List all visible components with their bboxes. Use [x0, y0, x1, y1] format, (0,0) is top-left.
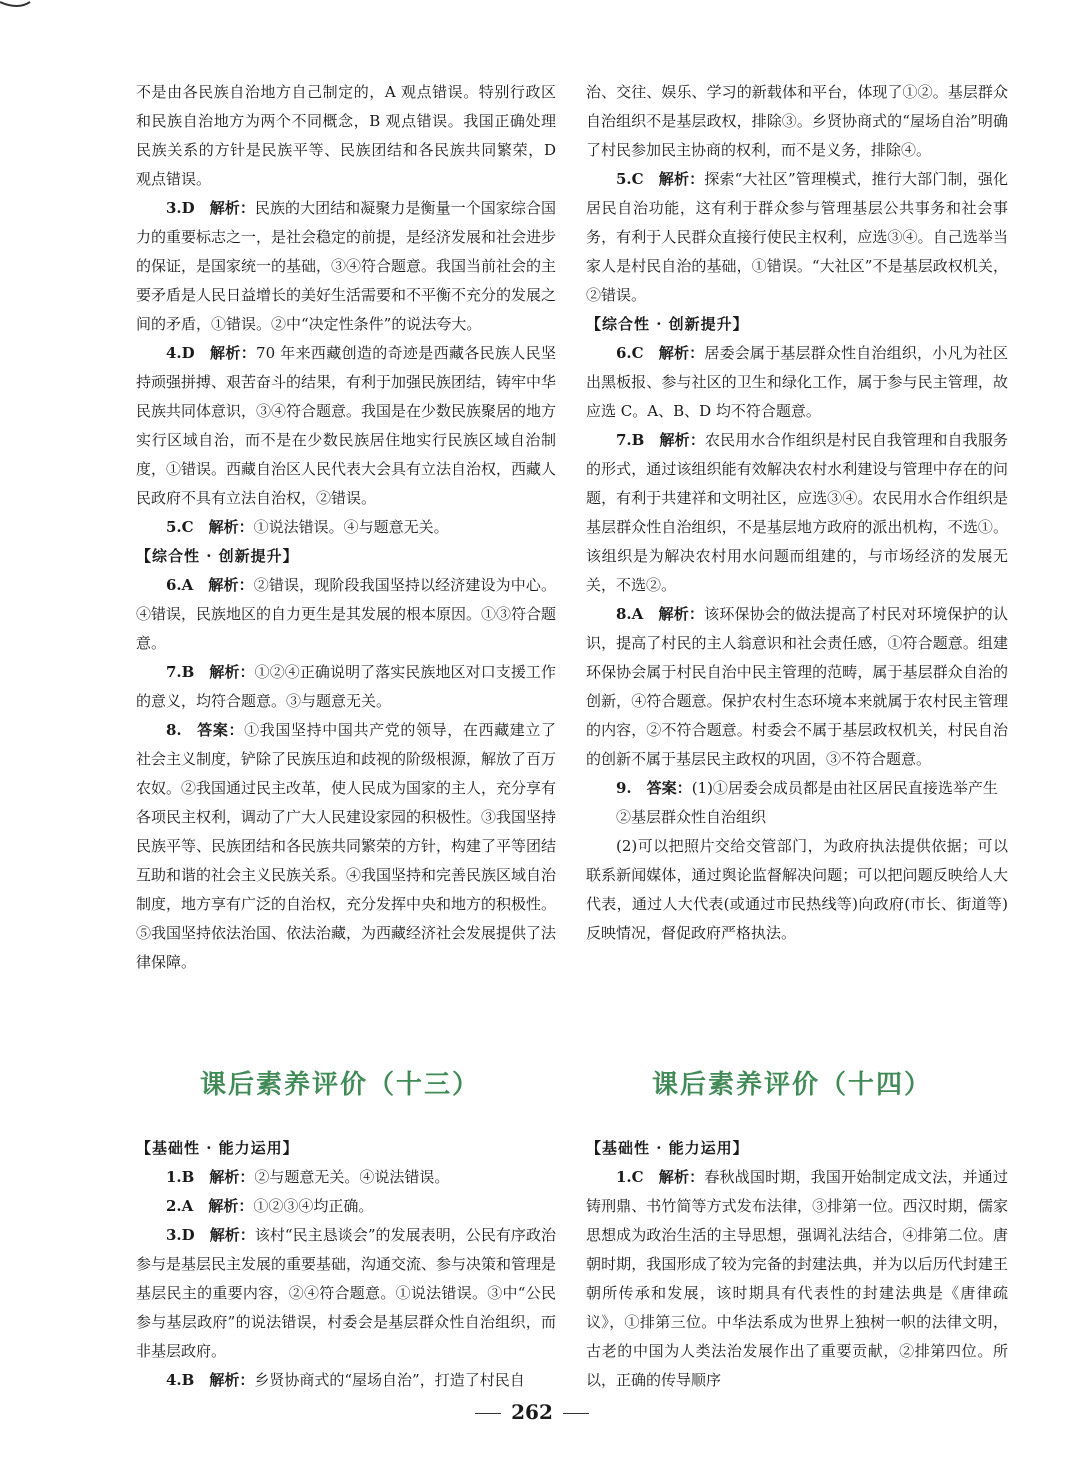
page-number-dash-right	[563, 1413, 589, 1414]
section-title-13: 课后素养评价（十三）	[199, 1070, 480, 1100]
answer-number: 8.A	[616, 605, 644, 623]
answer-label: 解析：	[209, 1371, 255, 1389]
answer-number: 6.C	[616, 344, 644, 362]
answer-item	[136, 1163, 556, 1192]
answer-label: 解析：	[659, 431, 705, 449]
answer-text: ①②③④均正确。	[253, 1197, 374, 1215]
answer-number: 7.B	[616, 431, 645, 449]
answer-item	[586, 339, 1008, 426]
answer-item	[586, 426, 1008, 600]
answer-text: 探索“大社区”管理模式，推行大部门制，强化居民自治功能，这有利于群众参与管理基层公共事务和社会事务，有利于人民群众直接行使民主权利，应选③④。自己选举当家人是村民自治的基础，①错误。“大社区”不是基层政权机关，②错误。	[586, 170, 1008, 304]
answer-number: 4.B	[166, 1371, 195, 1389]
answer-number: 5.C	[616, 170, 644, 188]
answer-number: 6.A	[166, 576, 194, 594]
section-heading: 【综合性 · 创新提升】	[586, 315, 749, 333]
answer-text: ②错误，现阶段我国坚持以经济建设为中心。④错误，民族地区的自力更生是其发展的根本原因。①③符合题意。	[136, 576, 557, 652]
answer-label: 解析：	[209, 199, 255, 217]
answer-number: 8.	[166, 721, 182, 739]
corner-decoration	[0, 0, 70, 14]
answer-label: 解析：	[208, 1197, 254, 1215]
answer-label: 解析：	[208, 518, 254, 536]
answer-item	[136, 1221, 556, 1366]
answer-number: 7.B	[166, 663, 195, 681]
answer-text: 70 年来西藏创造的奇迹是西藏各民族人民坚持顽强拼搏、艰苦奋斗的结果，有利于加强民族团结，铸牢中华民族共同体意识，③④符合题意。我国是在少数民族聚居的地方实行区域自治，而不是在少数民族居住地实行民族区域自治制度，①错误。西藏自治区人民代表大会具有立法自治权，西藏人民政府不具有立法自治权，②错误。	[136, 344, 557, 507]
answer-number: 5.C	[166, 518, 194, 536]
answer-label: 解析：	[209, 663, 255, 681]
answer-item	[136, 194, 556, 339]
paragraph: 治、交往、娱乐、学习的新载体和平台，体现了①②。基层群众自治组织不是基层政权，排除③。乡贤协商式的“屋场自治”明确了村民参加民主协商的权利，而不是义务，排除④。	[586, 83, 1008, 159]
right-column-bottom	[586, 1134, 1008, 1395]
answer-label: 解析：	[208, 576, 254, 594]
answer-label: 解析：	[658, 344, 705, 362]
answer-number: 2.A	[166, 1197, 194, 1215]
page-number-dash-left	[475, 1413, 501, 1414]
answer-item	[136, 1366, 556, 1395]
answer-label: 答案：	[196, 721, 245, 739]
answer-label: 解析：	[658, 605, 705, 623]
answer-label: 解析：	[209, 344, 257, 362]
answer-item	[586, 165, 1008, 310]
answer-number: 1.B	[166, 1168, 195, 1186]
left-column-bottom	[136, 1134, 556, 1395]
answer-item	[136, 513, 556, 542]
answer-label: 解析：	[658, 1168, 705, 1186]
answer-item	[586, 774, 1008, 803]
section-heading: 【基础性 · 能力运用】	[586, 1139, 749, 1157]
answer-number: 4.D	[166, 344, 195, 362]
answer-number: 9.	[616, 779, 632, 797]
section-title-14: 课后素养评价（十四）	[651, 1070, 932, 1100]
answer-item	[136, 571, 556, 658]
right-column-top	[586, 78, 1008, 948]
paragraph: ②基层群众性自治组织	[616, 808, 767, 826]
page-number	[452, 1400, 612, 1424]
answer-text: 该村“民主恳谈会”的发展表明，公民有序政治参与是基层民主发展的重要基础，沟通交流、参与决策和管理是基层民主的重要内容，②④符合题意。①说法错误。③中“公民参与基层政府”的说法错误，村委会是基层群众性自治组织，而非基层政府。	[136, 1226, 557, 1360]
paragraph: 不是由各民族自治地方自己制定的，A 观点错误。特别行政区和民族自治地方为两个不同概念，B 观点错误。我国正确处理民族关系的方针是民族平等、民族团结和各民族共同繁荣，D 观点错误。	[136, 83, 556, 188]
answer-item	[136, 339, 556, 513]
answer-text: ①我国坚持中国共产党的领导，在西藏建立了社会主义制度，铲除了民族压迫和歧视的阶级根源，解放了百万农奴。②我国通过民主改革，使人民成为国家的主人，充分享有各项民主权利，调动了广大人民建设家园的积极性。③我国坚持民族平等、民族团结和各民族共同繁荣的方针，构建了平等团结互助和谐的社会主义民族关系。④我国坚持和完善民族区域自治制度，地方享有广泛的自治权，充分发挥中央和地方的积极性。⑤我国坚持依法治国、依法治藏，为西藏经济社会发展提供了法律保障。	[136, 721, 557, 971]
answer-text: 民族的大团结和凝聚力是衡量一个国家综合国力的重要标志之一，是社会稳定的前提，是经济发展和社会进步的保证，是国家统一的基础，③④符合题意。我国当前社会的主要矛盾是人民日益增长的美好生活需要和不平衡不充分的发展之间的矛盾，①错误。②中“决定性条件”的说法夸大。	[136, 199, 557, 333]
answer-label: 解析：	[209, 1226, 255, 1244]
section-heading: 【基础性 · 能力运用】	[136, 1139, 299, 1157]
answer-text: ①说法错误。④与题意无关。	[253, 518, 449, 536]
answer-item	[586, 1163, 1008, 1395]
paragraph: (2)可以把照片交给交管部门，为政府执法提供依据；可以联系新闻媒体，通过舆论监督解决问题；可以把问题反映给人大代表，通过人大代表(或通过市民热线等)向政府(市长、街道等)反映情况，督促政府严格执法。	[586, 837, 1008, 942]
answer-label: 解析：	[658, 170, 705, 188]
answer-text: 居委会属于基层群众性自治组织，小凡为社区出黑板报、参与社区的卫生和绿化工作，属于参与民主管理，故应选 C。A、B、D 均不符合题意。	[586, 344, 1008, 420]
answer-text: 农民用水合作组织是村民自我管理和自我服务的形式，通过该组织能有效解决农村水利建设与管理中存在的问题，有利于共建祥和文明社区，应选③④。农民用水合作组织是基层群众性自治组织，不是基层地方政府的派出机构，不选①。该组织是为解决农村用水问题而组建的，与市场经济的发展无关，不选②。	[586, 431, 1008, 594]
answer-item	[136, 658, 556, 716]
page-number-value: 262	[511, 1400, 553, 1424]
answer-number: 3.D	[166, 1226, 195, 1244]
section-heading: 【综合性 · 创新提升】	[136, 547, 299, 565]
answer-item	[136, 1192, 556, 1221]
answer-text: 乡贤协商式的“屋场自治”，打造了村民自	[254, 1371, 525, 1389]
answer-item	[586, 600, 1008, 774]
answer-text: ①②④正确说明了落实民族地区对口支援工作的意义，均符合题意。③与题意无关。	[136, 663, 556, 710]
answer-text: 该环保协会的做法提高了村民对环境保护的认识，提高了村民的主人翁意识和社会责任感，①符合题意。组建环保协会属于村民自治中民主管理的范畴，属于基层群众自治的创新，④符合题意。保护农村生态环境本来就属于农村民主管理的内容，②不符合题意。村委会不属于基层政权机关，村民自治的创新不属于基层民主政权的巩固，③不符合题意。	[586, 605, 1008, 768]
answer-number: 1.C	[616, 1168, 644, 1186]
left-column-top	[136, 78, 556, 977]
answer-number: 3.D	[166, 199, 195, 217]
answer-text: 春秋战国时期，我国开始制定成文法，并通过铸刑鼎、书竹简等方式发布法律，③排第一位。西汉时期，儒家思想成为政治生活的主导思想，强调礼法结合，④排第二位。唐朝时期，我国形成了较为完备的封建法典，并为以后历代封建王朝所传承和发展，该时期具有代表性的封建法典是《唐律疏议》，①排第三位。中华法系成为世界上独树一帜的法律文明，古老的中国为人类法治发展作出了重要贡献，②排第四位。所以，正确的传导顺序	[586, 1168, 1008, 1389]
answer-text: ②与题意无关。④说法错误。	[254, 1168, 450, 1186]
answer-text: (1)①居委会成员都是由社区居民直接选举产生	[691, 779, 998, 797]
answer-item	[136, 716, 556, 977]
answer-label: 答案：	[646, 779, 692, 797]
answer-label: 解析：	[209, 1168, 255, 1186]
